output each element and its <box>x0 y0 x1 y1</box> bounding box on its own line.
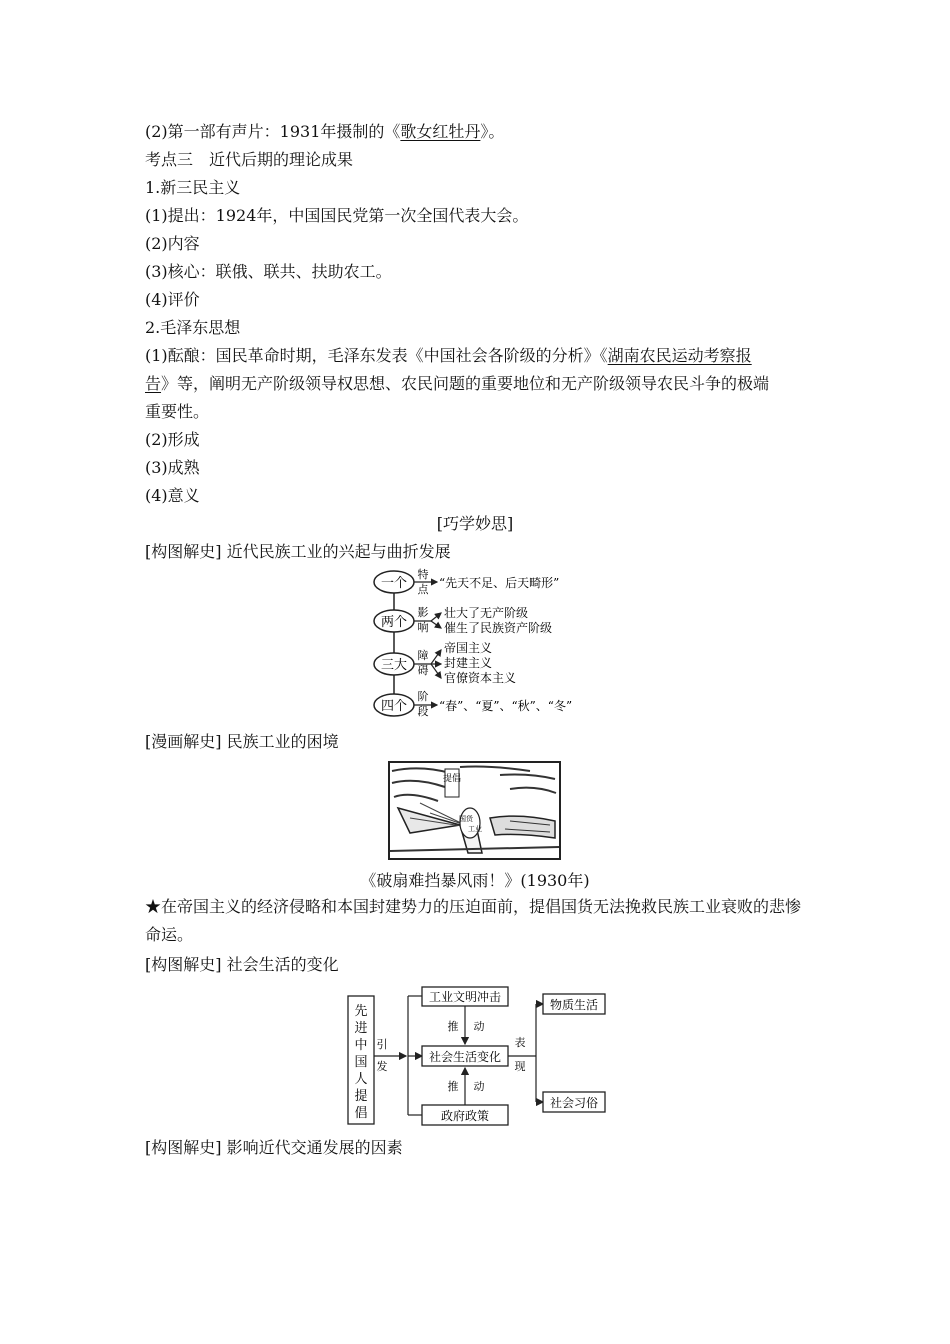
oval-label: 两个 <box>380 615 408 630</box>
box-char: 中 <box>354 1038 368 1053</box>
text-line: (4)意义 <box>145 486 200 505</box>
text-line: [构图解史] 近代民族工业的兴起与曲折发展 <box>145 542 451 561</box>
box-char: 提 <box>354 1089 368 1104</box>
text-line: [漫画解史] 民族工业的困境 <box>145 732 339 751</box>
diagram-row <box>374 690 572 718</box>
cartoon-caption: 《破扇难挡暴风雨！》(1930年) <box>360 871 590 890</box>
text-line: (4)评价 <box>145 290 200 309</box>
cartoon-drawing <box>390 763 559 858</box>
oval-label: 四个 <box>380 699 408 714</box>
text-line: (2)形成 <box>145 430 200 449</box>
arrow-label: 推 <box>447 1080 459 1093</box>
text-span: 》等，阐明无产阶级领导权思想、农民问题的重要地位和无产阶级领导农民斗争的极端 <box>161 374 770 393</box>
industry-development-diagram <box>368 566 583 721</box>
arrow <box>431 613 441 621</box>
box-label: 工业文明冲击 <box>428 990 502 1004</box>
subheading: 1.新三民主义 <box>145 178 241 197</box>
connector-label: 阶 <box>417 690 429 703</box>
arrow-label: 发 <box>376 1060 388 1073</box>
oval-label: 三大 <box>380 658 408 673</box>
underlined-title: 歌女红牡丹 <box>400 122 481 141</box>
arrow-label: 现 <box>514 1060 526 1073</box>
diagram-item: 官僚资本主义 <box>444 671 517 685</box>
cartoon-label: 国货 <box>459 815 473 823</box>
box-char: 进 <box>354 1021 368 1036</box>
arrow-label: 表 <box>514 1036 526 1049</box>
cartoon-label: 工业 <box>468 825 482 833</box>
diagram-item: 壮大了无产阶级 <box>444 606 529 620</box>
box-char: 先 <box>354 1004 368 1019</box>
connector-label: 障 <box>417 649 429 662</box>
subheading: 2.毛泽东思想 <box>145 318 241 337</box>
cartoon-label: 提倡 <box>442 774 462 784</box>
text-span: (2)第一部有声片：1931年摄制的《 <box>145 122 401 141</box>
diagram-item: 帝国主义 <box>444 641 493 655</box>
social-life-diagram <box>340 984 615 1129</box>
diagram-item: 催生了民族资产阶级 <box>444 621 553 635</box>
diagram-row <box>374 640 516 685</box>
connector-label: 点 <box>417 583 429 596</box>
diagram-item: “先天不足、后天畸形” <box>439 576 560 590</box>
diagram-row <box>374 567 559 596</box>
arrow-label: 动 <box>473 1080 485 1093</box>
diagram-row <box>374 605 552 635</box>
text-line: (2)内容 <box>145 234 200 253</box>
box-label: 社会习俗 <box>549 1096 599 1110</box>
box-char: 人 <box>354 1072 368 1087</box>
text-line: [构图解史] 社会生活的变化 <box>145 955 339 974</box>
cartoon-image <box>388 761 561 860</box>
connector-label: 碍 <box>417 664 429 677</box>
arrow <box>431 664 441 678</box>
arrow-label: 引 <box>376 1038 388 1051</box>
box-label: 物质生活 <box>549 998 599 1012</box>
text-line: (3)核心：联俄、联共、扶助农工。 <box>145 262 392 281</box>
arrow-label: 推 <box>447 1020 459 1033</box>
diagram-item: “春”、“夏”、“秋”、“冬” <box>439 699 573 713</box>
text-span: 》。 <box>480 122 505 141</box>
box-char: 倡 <box>354 1106 368 1121</box>
key-point: ★在帝国主义的经济侵略和本国封建势力的压迫面前，提倡国货无法挽救民族工业衰败的悲惨命运。 <box>145 897 802 944</box>
box-char: 国 <box>354 1055 368 1070</box>
box-label: 社会生活变化 <box>428 1050 502 1064</box>
box-label: 政府政策 <box>440 1109 490 1123</box>
text-line <box>145 346 752 366</box>
arrow <box>431 650 441 664</box>
text-line: (1)提出：1924年，中国国民党第一次全国代表大会。 <box>145 206 529 225</box>
section-title: [巧学妙思] <box>436 514 514 533</box>
text-line <box>145 374 769 394</box>
connector-label: 段 <box>417 705 429 718</box>
arrow <box>431 621 441 628</box>
underlined-title: 湖南农民运动考察报 <box>607 346 752 365</box>
text-line: (3)成熟 <box>145 458 200 477</box>
text-span: (1)酝酿：国民革命时期，毛泽东发表《中国社会各阶级的分析》《 <box>145 346 608 365</box>
arrow-label: 动 <box>473 1020 485 1033</box>
diagram-item: 封建主义 <box>444 656 493 670</box>
connector-label: 特 <box>417 568 429 581</box>
connector-label: 影 <box>417 606 429 619</box>
connector-label: 响 <box>417 621 429 634</box>
text-line <box>145 122 504 142</box>
underlined-title: 告 <box>145 374 162 393</box>
oval-label: 一个 <box>380 576 408 591</box>
section-heading: 考点三 近代后期的理论成果 <box>145 150 354 169</box>
text-line: 重要性。 <box>145 402 210 421</box>
text-line: [构图解史] 影响近代交通发展的因素 <box>145 1138 403 1157</box>
